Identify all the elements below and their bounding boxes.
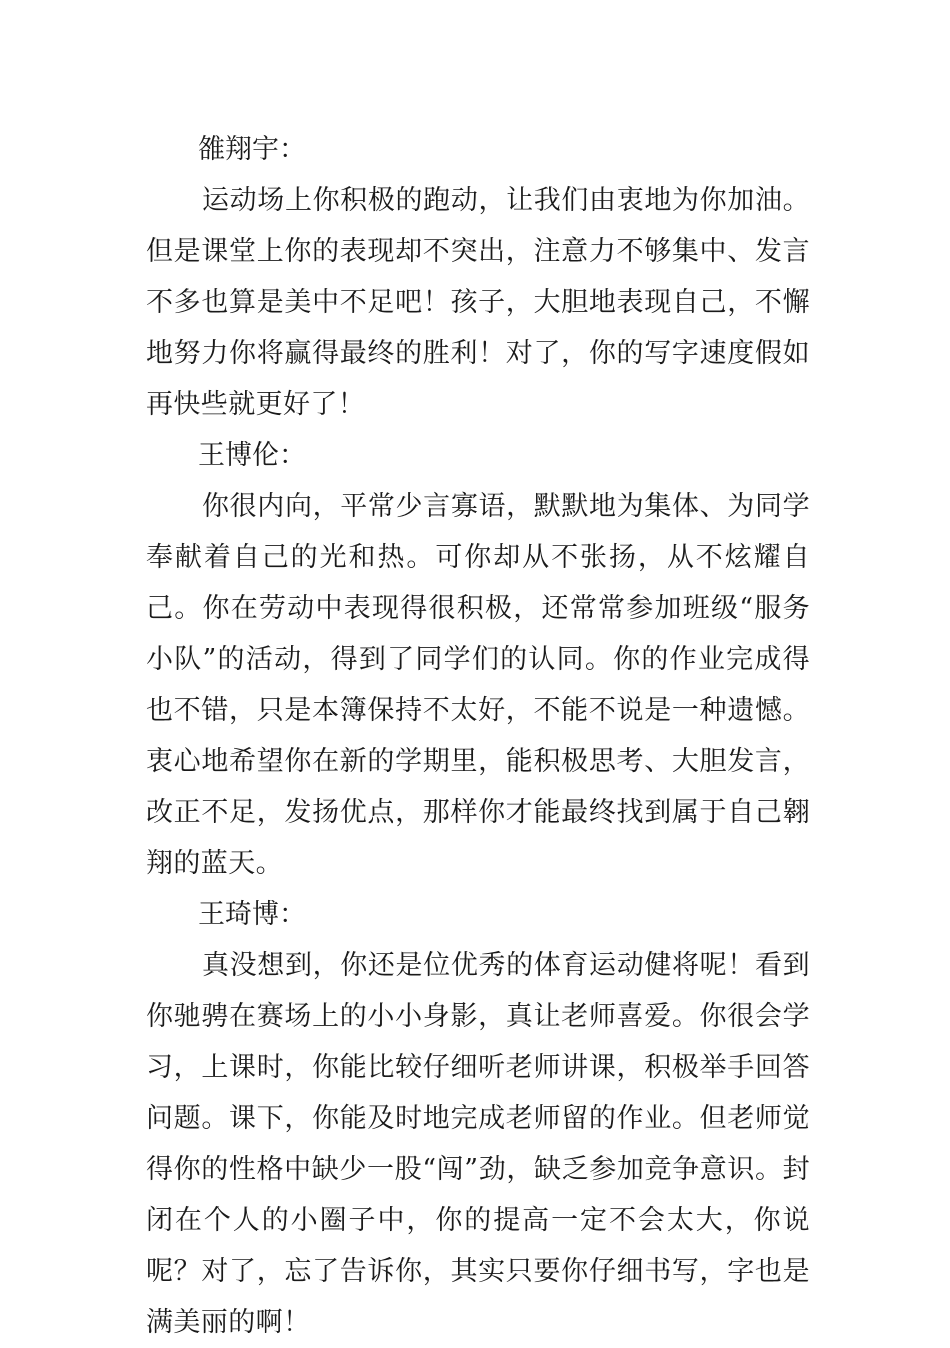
- comment-paragraph-3: 真没想到，你还是位优秀的体育运动健将呢！看到你驰骋在赛场上的小小身影，真让老师喜爱。你很会学习，上课时，你能比较仔细听老师讲课，积极举手回答问题。课下，你能及时地完成老师留的作业。但老师觉得你的性格中缺少一股“闯”劲，缺乏参加竞争意识。封闭在个人的小圈子中，你的提高一定不会太大，你说呢？对了，忘了告诉你，其实只要你仔细书写，字也是满美丽的啊！: [146, 950, 810, 1338]
- student-name-2: 王博伦：: [198, 440, 306, 471]
- document-body: [146, 124, 810, 1348]
- comment-paragraph-1: 运动场上你积极的跑动，让我们由衷地为你加油。但是课堂上你的表现却不突出，注意力不够集中、发言不多也算是美中不足吧！孩子，大胆地表现自己，不懈地努力你将赢得最终的胜利！对了，你的写字速度假如再快些就更好了！: [146, 185, 810, 420]
- comment-paragraph-2: 你很内向，平常少言寡语，默默地为集体、为同学奉献着自己的光和热。可你却从不张扬，从不炫耀自己。你在劳动中表现得很积极，还常常参加班级“服务小队”的活动，得到了同学们的认同。你的作业完成得也不错，只是本簿保持不太好，不能不说是一种遗憾。衷心地希望你在新的学期里，能积极思考、大胆发言，改正不足，发扬优点，那样你才能最终找到属于自己翱翔的蓝天。: [146, 491, 810, 879]
- student-name-3: 王琦博：: [198, 899, 306, 930]
- student-name-1: 雒翔宇：: [198, 134, 306, 165]
